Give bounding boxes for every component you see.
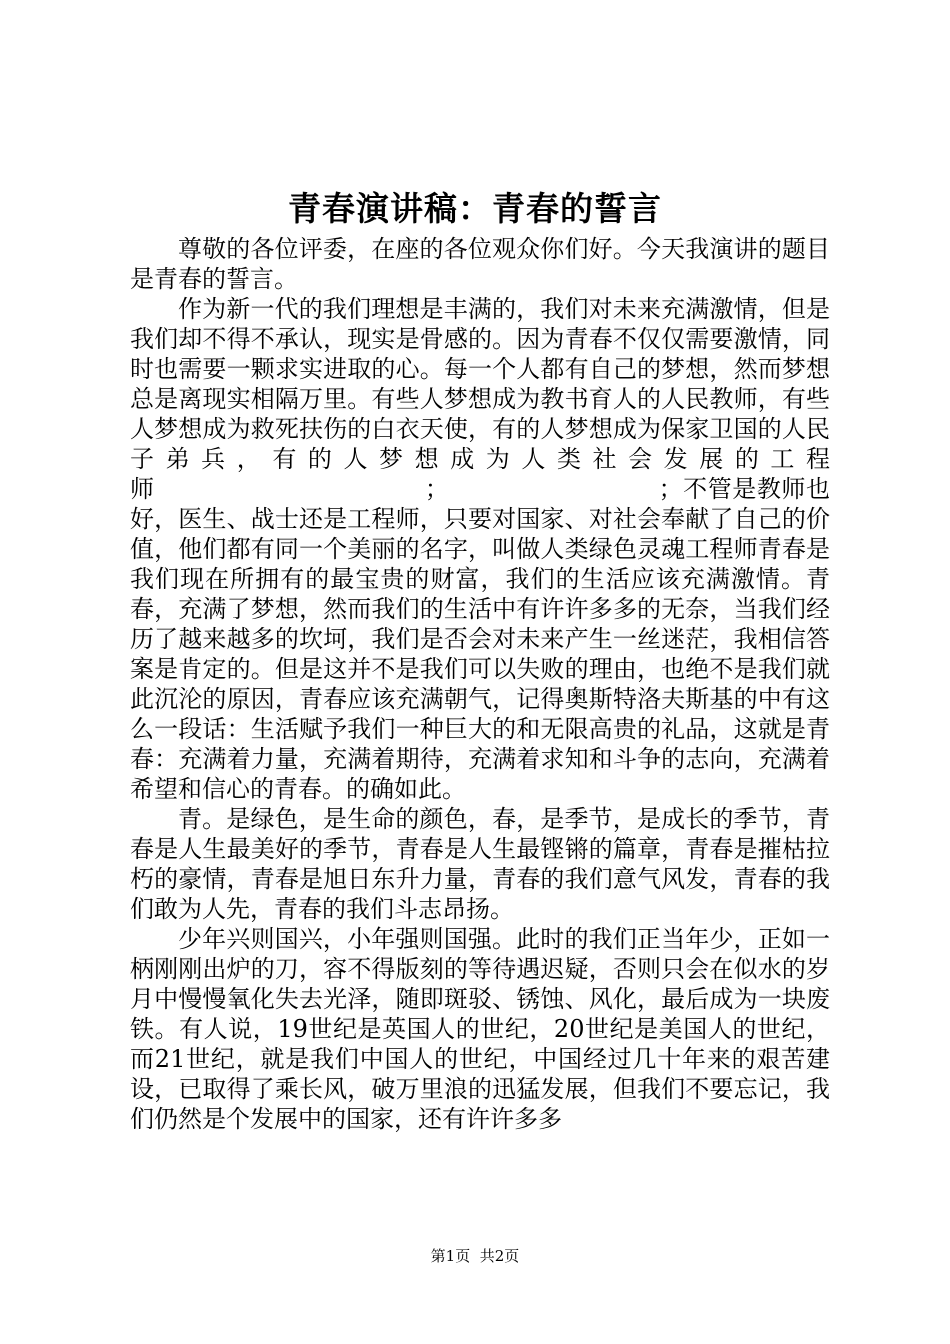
page-number: 第1页 bbox=[430, 1247, 471, 1265]
paragraph-4: 少年兴则国兴，小年强则国强。此时的我们正当年少，正如一柄刚刚出炉的刀，容不得版刻的等待遇迟疑，否则只会在似水的岁月中慢慢氧化失去光泽，随即斑驳、锈蚀、风化，最后成为一块废铁。有人说，19世纪是英国人的世纪，20世纪是美国人的世纪，而21世纪，就是我们中国人的世纪，中国经过几十年来的艰苦建设，已取得了乘长风，破万里浪的迅猛发展，但我们不要忘记，我们仍然是个发展中的国家，还有许许多多 bbox=[130, 925, 830, 1133]
document-body bbox=[130, 234, 830, 1134]
page-footer bbox=[0, 1244, 950, 1268]
document-title: 青春演讲稿：青春的誓言 bbox=[288, 189, 662, 228]
footer-spacer bbox=[470, 1247, 480, 1265]
paragraph-3: 青。是绿色，是生命的颜色，春，是季节，是成长的季节，青春是人生最美好的季节，青春是人生最铿锵的篇章，青春是摧枯拉朽的豪情，青春是旭日东升力量，青春的我们意气风发，青春的我们敢为人先，青春的我们斗志昂扬。 bbox=[130, 805, 830, 923]
paragraph-2: 作为新一代的我们理想是丰满的，我们对未来充满激情，但是我们却不得不承认，现实是骨感的。因为青春不仅仅需要激情，同时也需要一颗求实进取的心。每一个人都有自己的梦想，然而梦想总是离现实相隔万里。有些人梦想成为教书育人的人民教师，有些人梦想成为救死扶伤的白衣天使，有的人梦想成为保家卫国的人民子弟兵，有的人梦想成为人类社会发展的工程师 ； ；不管是教师也好，医生、战士还是工程师，只要对国家、对社会奉献了自己的价值，他们都有同一个美丽的名字，叫做人类绿色灵魂工程师青春是我们现在所拥有的最宝贵的财富，我们的生活应该充满激情。青春，充满了梦想，然而我们的生活中有许许多多的无奈，当我们经历了越来越多的坎坷，我们是否会对未来产生一丝迷茫，我相信答案是肯定的。但是这并不是我们可以失败的理由，也绝不是我们就此沉沦的原因，青春应该充满朝气，记得奥斯特洛夫斯基的中有这么一段话：生活赋予我们一种巨大的和无限高贵的礼品，这就是青春：充满着力量，充满着期待，充满着求知和斗争的志向，充满着希望和信心的青春。的确如此。 bbox=[130, 295, 830, 803]
page-total: 共2页 bbox=[479, 1247, 520, 1265]
paragraph-1: 尊敬的各位评委，在座的各位观众你们好。今天我演讲的题目是青春的誓言。 bbox=[130, 235, 830, 293]
